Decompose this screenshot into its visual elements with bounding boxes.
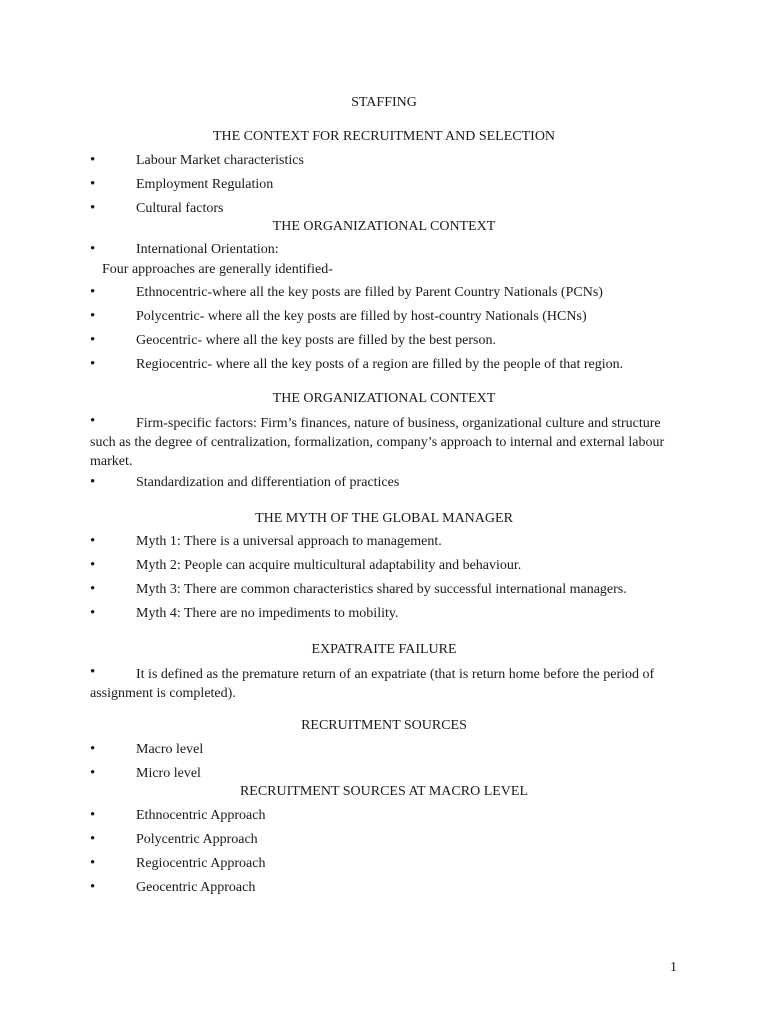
bullet-item: Myth 4: There are no impediments to mobility. bbox=[136, 606, 399, 621]
bullet-item: Myth 3: There are common characteristics shared by successful international managers. bbox=[136, 582, 627, 597]
section-heading: THE ORGANIZATIONAL CONTEXT bbox=[272, 391, 496, 406]
bullet-marker: • bbox=[90, 605, 96, 621]
bullet-marker: • bbox=[90, 581, 96, 597]
paragraph: Firm-specific factors: Firm’s finances, nature of business, organizational culture and structure such as the degree of centralization, formalization, company’s approach to internal and external labour market. bbox=[90, 416, 665, 469]
bullet-marker: • bbox=[90, 308, 96, 324]
bullet-marker: • bbox=[90, 152, 96, 168]
bullet-item: International Orientation: bbox=[136, 242, 279, 257]
bullet-marker: • bbox=[90, 831, 96, 847]
bullet-item: Ethnocentric Approach bbox=[136, 808, 266, 823]
bullet-marker: • bbox=[90, 200, 96, 216]
bullet-item: Geocentric- where all the key posts are filled by the best person. bbox=[136, 333, 496, 348]
bullet-marker: • bbox=[90, 807, 96, 823]
bullet-marker: • bbox=[90, 855, 96, 871]
page-number: 1 bbox=[670, 960, 677, 975]
bullet-marker: • bbox=[90, 356, 96, 372]
bullet-marker: • bbox=[90, 474, 96, 490]
section-heading: RECRUITMENT SOURCES bbox=[301, 718, 467, 733]
bullet-marker: • bbox=[90, 284, 96, 300]
bullet-marker: • bbox=[90, 557, 96, 573]
bullet-item: Geocentric Approach bbox=[136, 880, 256, 895]
bullet-marker: • bbox=[90, 664, 96, 680]
bullet-item: Micro level bbox=[136, 766, 201, 781]
bullet-marker: • bbox=[90, 176, 96, 192]
section-heading: RECRUITMENT SOURCES AT MACRO LEVEL bbox=[239, 784, 529, 799]
bullet-item: Cultural factors bbox=[136, 201, 224, 216]
bullet-marker: • bbox=[90, 241, 96, 257]
bullet-marker: • bbox=[90, 332, 96, 348]
bullet-item: Ethnocentric-where all the key posts are filled by Parent Country Nationals (PCNs) bbox=[136, 285, 603, 300]
bullet-marker: • bbox=[90, 413, 96, 429]
section-heading: THE ORGANIZATIONAL CONTEXT bbox=[272, 219, 496, 234]
bullet-item: Regiocentric Approach bbox=[136, 856, 266, 871]
bullet-item: Labour Market characteristics bbox=[136, 153, 304, 168]
bullet-item: Macro level bbox=[136, 742, 204, 757]
bullet-item: Myth 1: There is a universal approach to management. bbox=[136, 534, 442, 549]
section-heading: THE MYTH OF THE GLOBAL MANAGER bbox=[255, 511, 513, 526]
paragraph: It is defined as the premature return of an expatriate (that is return home before the period of assignment is completed). bbox=[90, 667, 655, 701]
bullet-item: Employment Regulation bbox=[136, 177, 274, 192]
bullet-item: Polycentric- where all the key posts are filled by host-country Nationals (HCNs) bbox=[136, 309, 587, 324]
bullet-item: Standardization and differentiation of practices bbox=[136, 475, 400, 490]
document-title: STAFFING bbox=[351, 95, 417, 110]
bullet-marker: • bbox=[90, 765, 96, 781]
note-text: Four approaches are generally identified- bbox=[102, 262, 333, 277]
section-heading: EXPATRAITE FAILURE bbox=[311, 642, 457, 657]
section-heading: THE CONTEXT FOR RECRUITMENT AND SELECTION bbox=[212, 129, 556, 144]
bullet-marker: • bbox=[90, 533, 96, 549]
bullet-item: Myth 2: People can acquire multicultural adaptability and behaviour. bbox=[136, 558, 522, 573]
bullet-item: Regiocentric- where all the key posts of a region are filled by the people of that region. bbox=[136, 357, 624, 372]
bullet-item: Polycentric Approach bbox=[136, 832, 258, 847]
bullet-marker: • bbox=[90, 741, 96, 757]
bullet-marker: • bbox=[90, 879, 96, 895]
